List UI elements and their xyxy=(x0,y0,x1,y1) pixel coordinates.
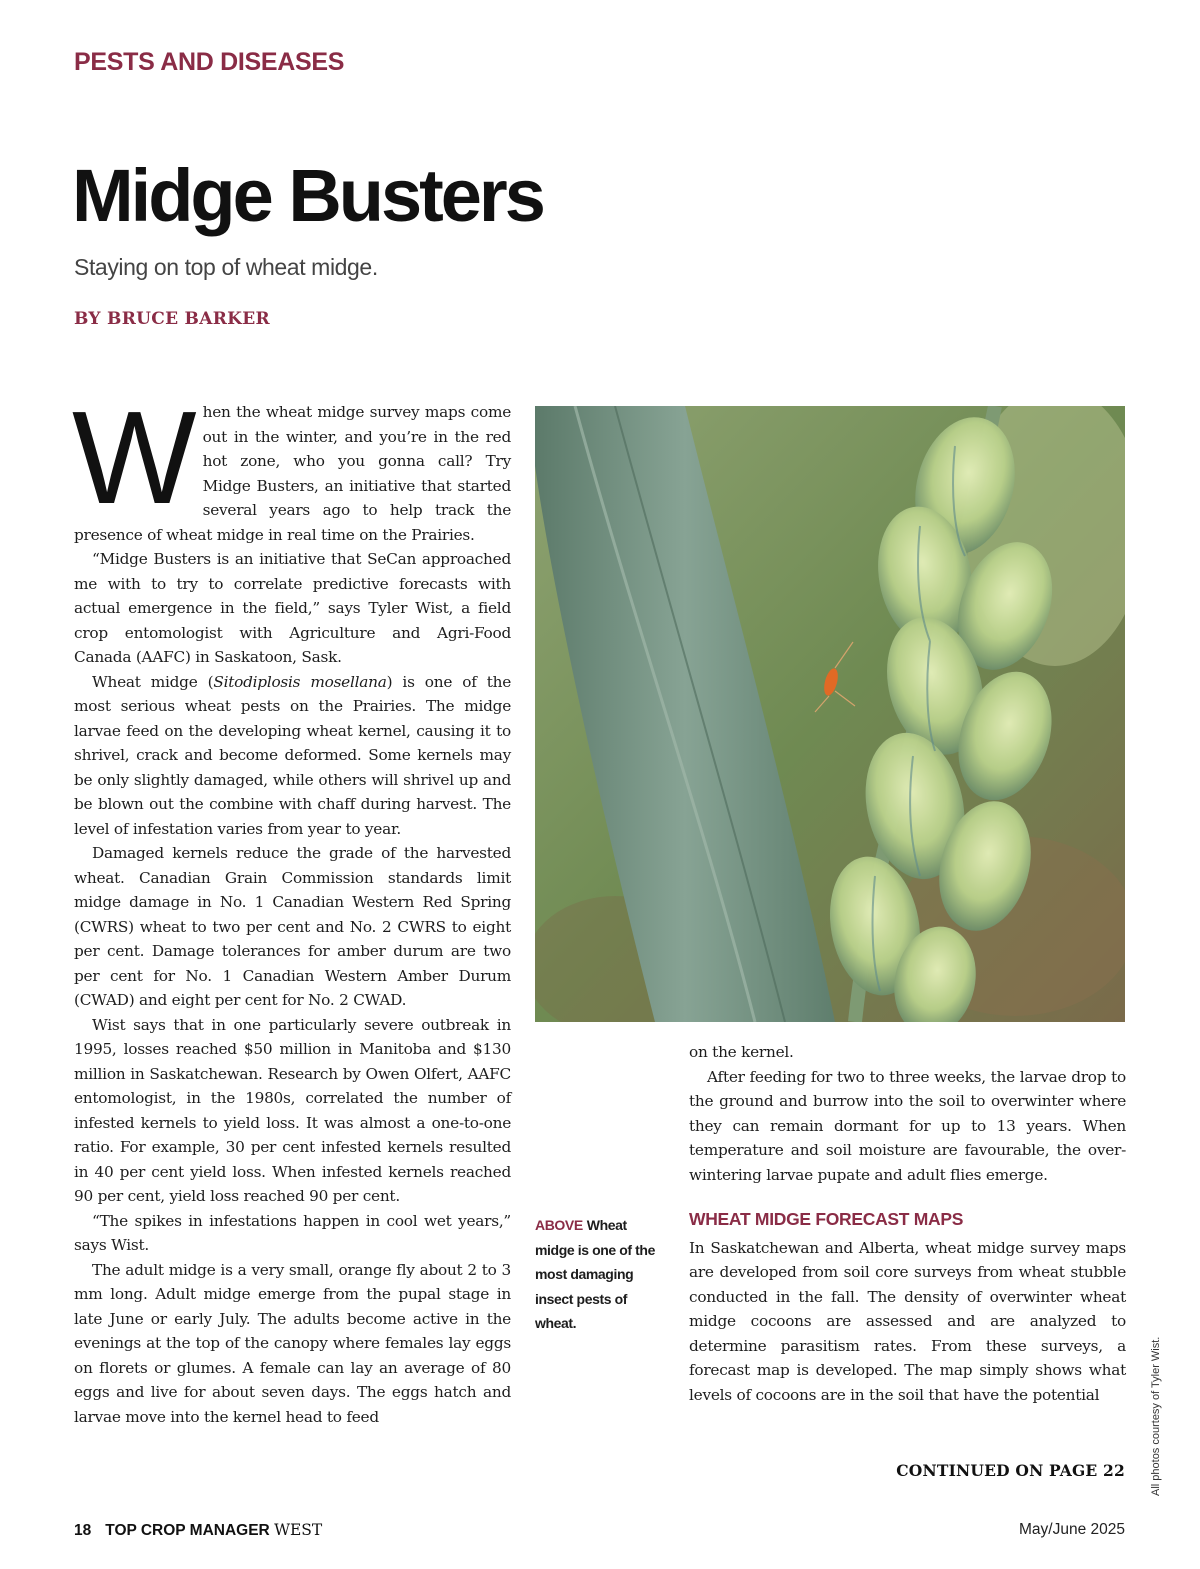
section-subheading: WHEAT MIDGE FORECAST MAPS xyxy=(689,1209,964,1229)
article-subtitle: Staying on top of wheat midge. xyxy=(74,254,378,280)
paragraph: Wheat midge (Sitodiplosis mosellana) is one of the most serious wheat pests on the Prairies. The midge larvae feed on the developing wheat kernel, causing it to shrivel, crack and become deformed. Some kernels may be only slightly damaged, while others will shrivel up and be blown out the combine with chaff during harvest. The level of infestation varies from year to year. xyxy=(74,672,512,838)
byline: BY BRUCE BARKER xyxy=(74,309,270,329)
magazine-name: TOP CROP MANAGER xyxy=(105,1522,270,1539)
caption-tag: ABOVE xyxy=(535,1217,583,1233)
wheat-midge-photo xyxy=(535,406,1125,1022)
paragraph: Wist says that in one particularly severe outbreak in 1995, losses reached $50 million in Manitoba and $130 million in Saskatchewan. Research by Owen Olfert, AAFC entomologist, in the 1980s, correlated the number of infested kernels to yield loss. It was almost a one-to-one ratio. For example, 30 per cent infested kernels resulted in 40 per cent yield loss. When infested kernels reached 90 per cent, yield loss reached 90 per cent. xyxy=(74,1015,511,1205)
continued-link[interactable]: CONTINUED ON PAGE 22 xyxy=(896,1461,1125,1480)
issue-date: May/June 2025 xyxy=(1019,1521,1125,1538)
magazine-region: WEST xyxy=(274,1521,323,1539)
paragraph: After feeding for two to three weeks, the larvae drop to the ground and burrow into the soil to overwinter where they can remain dormant for up to 13 years. When temperature and soil moisture are favourable, the over-wintering larvae pupate and adult flies emerge. xyxy=(689,1067,1126,1184)
paragraph: The adult midge is a very small, orange fly about 2 to 3 mm long. Adult midge emerge from the pupal stage in late June or early July. The adults become active in the evenings at the top of the canopy where females lay eggs on florets or glumes. A female can lay an average of 80 eggs and live for about seven days. The eggs hatch and larvae move into the kernel head to feed xyxy=(74,1260,511,1426)
paragraph: on the kernel. xyxy=(689,1043,794,1061)
paragraph: Damaged kernels reduce the grade of the harvested wheat. Canadian Grain Commission standards limit midge damage in No. 1 Canadian Western Red Spring (CWRS) wheat to two per cent and No. 2 CWRS to eight per cent. Damage tolerances for amber durum are two per cent for No. 1 Canadian Western Amber Durum (CWAD) and eight per cent for No. 2 CWAD. xyxy=(74,844,511,1009)
column-left xyxy=(72,384,512,1429)
wheat-head-image xyxy=(535,406,1125,1022)
paragraph: In Saskatchewan and Alberta, wheat midge survey maps are developed from soil core surveys from wheat stubble conducted in the fall. The density of overwinter wheat midge cocoons are assessed and are analyzed to determine parasitism rates. From these surveys, a forecast map is developed. The map simply shows what levels of cocoons are in the soil that have the potential xyxy=(689,1238,1126,1404)
section-label: PESTS AND DISEASES xyxy=(74,48,345,76)
footer-folio xyxy=(74,1521,322,1540)
species-name: Sitodiplosis mosellana xyxy=(213,672,387,691)
paragraph: “The spikes in infestations happen in cool wet years,” says Wist. xyxy=(74,1211,511,1254)
caption-text: Wheat midge is one of the most damaging insect pests of wheat. xyxy=(535,1217,655,1331)
paragraph: When the wheat midge survey maps come out in the winter, and you’re in the red hot zone, who you gonna call? Try Midge Busters, an initiative that started several years ago to help track the presence of wheat midge in real time on the Prairies. xyxy=(72,384,511,544)
page-number: 18 xyxy=(74,1522,92,1539)
paragraph: “Midge Busters is an initiative that SeCan approached me with to try to correlate predictive forecasts with actual emergence in the field,” says Tyler Wist, a field crop entomologist with Agriculture and Agri-Food Canada (AAFC) in Saskatoon, Sask. xyxy=(74,550,511,666)
photo-caption xyxy=(535,1213,667,1336)
drop-cap: W xyxy=(72,384,193,531)
photo-credit: All photos courtesy of Tyler Wist. xyxy=(1150,1336,1162,1496)
article-title: Midge Busters xyxy=(72,154,543,237)
column-right xyxy=(689,1040,1126,1407)
